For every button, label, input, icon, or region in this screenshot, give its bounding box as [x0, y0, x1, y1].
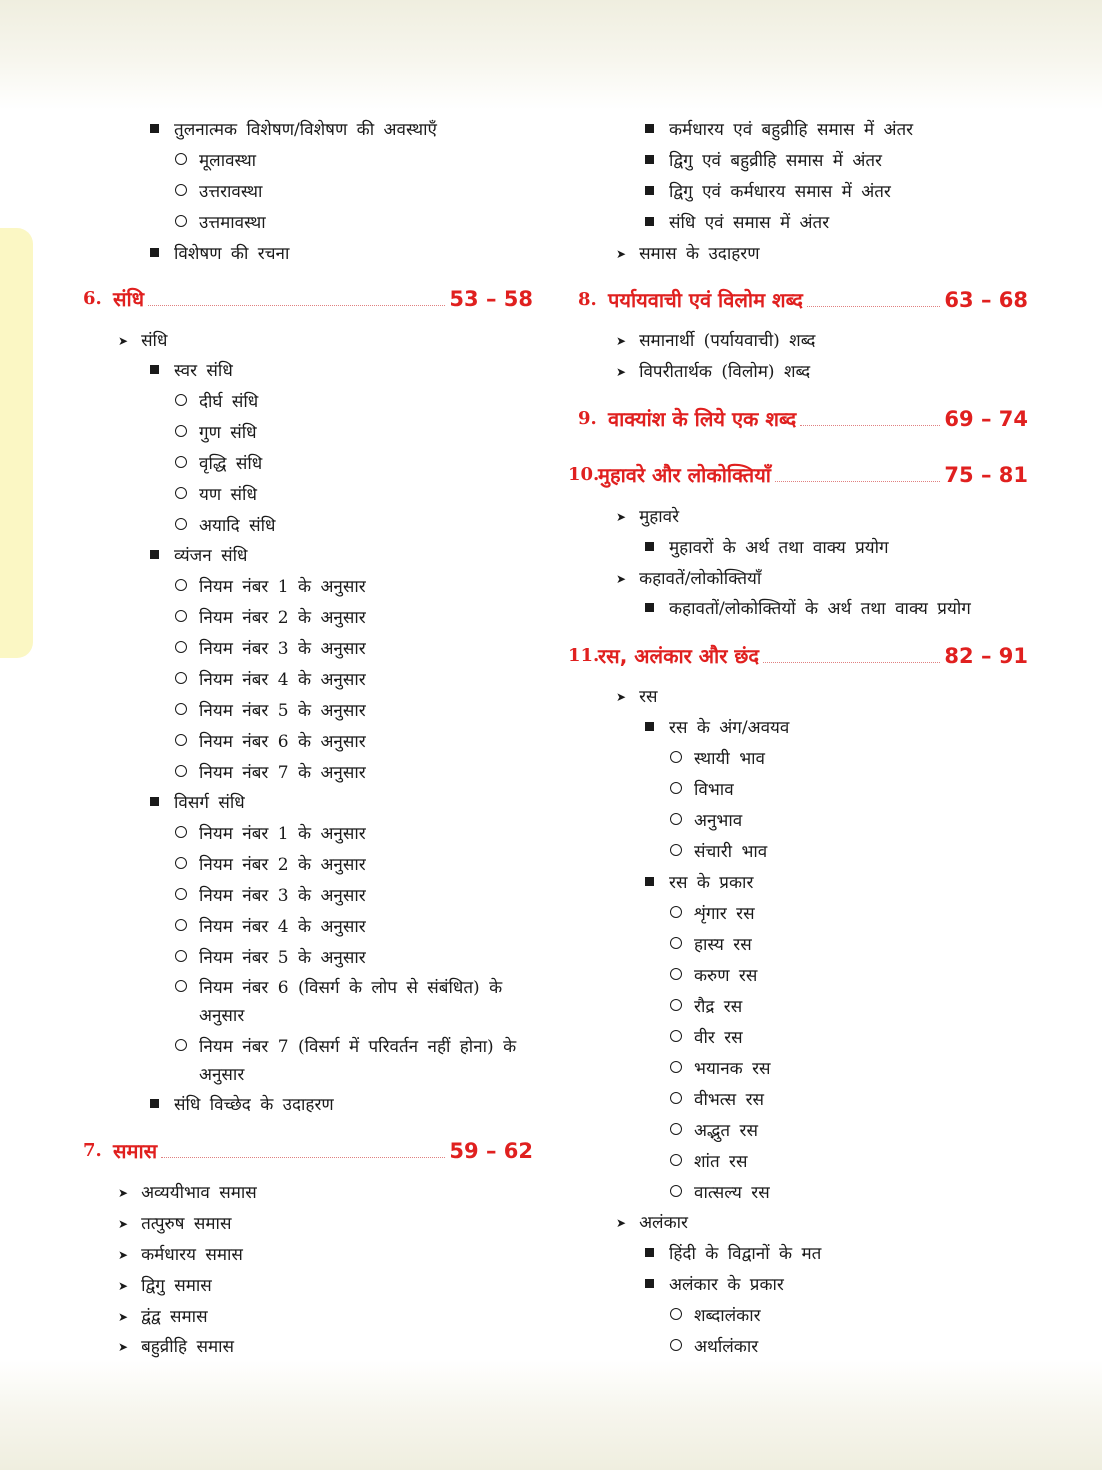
circle-bullet-icon: [670, 813, 682, 825]
circle-bullet-icon: [175, 734, 187, 746]
dot-leader: [800, 425, 940, 426]
chapter-title: समास: [113, 1139, 158, 1163]
toc-item: [118, 1306, 208, 1328]
toc-item: [645, 598, 971, 620]
toc-item-text: हास्य रस: [694, 935, 752, 955]
toc-item-text: अयादि संधि: [199, 516, 276, 536]
circle-bullet-icon: [670, 906, 682, 918]
square-bullet-icon: [645, 155, 654, 164]
chapter-heading[interactable]: [83, 284, 533, 312]
toc-item: [645, 717, 789, 739]
toc-item: [118, 1336, 234, 1358]
chapter-page-range: 82 – 91: [944, 644, 1028, 668]
chapter-page-range: 75 – 81: [944, 463, 1028, 487]
toc-item-text: विसर्ग संधि: [174, 793, 245, 813]
toc-item: [175, 150, 256, 172]
toc-item: [175, 731, 366, 753]
chapter-number: 7.: [83, 1140, 102, 1161]
circle-bullet-icon: [670, 999, 682, 1011]
toc-item-text: उत्तरावस्था: [199, 182, 263, 202]
page-top-band: [0, 0, 1102, 110]
dot-leader: [763, 662, 940, 663]
square-bullet-icon: [645, 722, 654, 731]
chapter-page-range: 53 – 58: [449, 287, 533, 311]
toc-item-text: नियम नंबर 3 के अनुसार: [199, 886, 366, 906]
page-bottom-band: [0, 1360, 1102, 1470]
toc-item-text: कर्मधारय समास: [141, 1245, 243, 1265]
toc-item-text: समास के उदाहरण: [639, 244, 760, 264]
toc-item: [118, 1182, 257, 1204]
circle-bullet-icon: [670, 968, 682, 980]
toc-item: [175, 484, 257, 506]
toc-item: [150, 119, 437, 141]
toc-item-text: कहावतें/लोकोक्तियाँ: [639, 569, 762, 589]
toc-item: [645, 1274, 784, 1296]
toc-item-text: गुण संधि: [199, 423, 257, 443]
toc-item-text: शृंगार रस: [694, 904, 755, 924]
toc-item-text: संधि विच्छेद के उदाहरण: [174, 1095, 334, 1115]
square-bullet-icon: [645, 217, 654, 226]
toc-item-text: नियम नंबर 1 के अनुसार: [199, 824, 366, 844]
toc-item: [670, 1120, 758, 1142]
toc-item-text: नियम नंबर 6 के अनुसार: [199, 732, 366, 752]
circle-bullet-icon: [175, 857, 187, 869]
toc-item: [645, 119, 913, 141]
toc-item: [670, 779, 734, 801]
toc-item: [645, 181, 891, 203]
toc-item: [175, 212, 266, 234]
toc-item-text: शब्दालंकार: [694, 1306, 761, 1326]
circle-bullet-icon: [175, 765, 187, 777]
circle-bullet-icon: [670, 1339, 682, 1351]
toc-item: [150, 545, 247, 567]
toc-item: [670, 1089, 764, 1111]
circle-bullet-icon: [175, 394, 187, 406]
toc-item-text: वीर रस: [694, 1028, 743, 1048]
arrow-bullet-icon: ➤: [118, 1310, 129, 1324]
toc-item-text: कहावतों/लोकोक्तियों के अर्थ तथा वाक्य प्रयोग: [669, 599, 971, 619]
chapter-heading[interactable]: [578, 404, 1028, 432]
toc-item-text: अद्भुत रस: [694, 1121, 758, 1141]
toc-item: [150, 360, 233, 382]
arrow-bullet-icon: ➤: [616, 247, 627, 261]
toc-item: [670, 1027, 743, 1049]
toc-item: [175, 700, 366, 722]
toc-item: [118, 330, 167, 352]
toc-item-text: मुहावरों के अर्थ तथा वाक्य प्रयोग: [669, 538, 889, 558]
toc-item: [616, 243, 760, 265]
toc-item-text: वीभत्स रस: [694, 1090, 765, 1110]
chapter-number: 10.: [568, 464, 600, 485]
toc-item-text: तत्पुरुष समास: [141, 1214, 232, 1234]
square-bullet-icon: [150, 550, 159, 559]
circle-bullet-icon: [670, 751, 682, 763]
circle-bullet-icon: [670, 937, 682, 949]
toc-item: [150, 792, 245, 814]
toc-item-text: नियम नंबर 4 के अनुसार: [199, 670, 366, 690]
toc-item: [175, 947, 366, 969]
toc-item: [670, 965, 757, 987]
arrow-bullet-icon: ➤: [616, 334, 627, 348]
toc-item-text: अनुसार: [199, 1006, 245, 1026]
toc-item: [175, 1036, 516, 1058]
dot-leader: [775, 481, 940, 482]
circle-bullet-icon: [175, 518, 187, 530]
toc-item: [645, 537, 889, 559]
toc-item-text: नियम नंबर 3 के अनुसार: [199, 639, 366, 659]
toc-item-text: मूलावस्था: [199, 151, 257, 171]
chapter-number: 9.: [578, 408, 597, 429]
circle-bullet-icon: [175, 215, 187, 227]
toc-item-text: नियम नंबर 7 (विसर्ग में परिवर्तन नहीं होना) के: [199, 1037, 517, 1057]
chapter-heading[interactable]: [83, 1136, 533, 1164]
toc-item-text: मुहावरे: [639, 507, 680, 527]
toc-item-text: रस के प्रकार: [669, 873, 754, 893]
toc-item: [645, 212, 829, 234]
chapter-side-tab: [0, 228, 33, 658]
toc-item: [175, 576, 366, 598]
toc-item: [150, 1094, 334, 1116]
square-bullet-icon: [645, 1248, 654, 1257]
toc-item: [118, 1275, 212, 1297]
dot-leader: [807, 306, 941, 307]
toc-item: [645, 872, 753, 894]
arrow-bullet-icon: ➤: [118, 1340, 129, 1354]
square-bullet-icon: [150, 248, 159, 257]
toc-item: [175, 977, 502, 999]
circle-bullet-icon: [670, 1030, 682, 1042]
toc-item: [175, 762, 366, 784]
toc-item: [670, 903, 755, 925]
chapter-page-range: 63 – 68: [944, 288, 1028, 312]
toc-item-text: अलंकार: [639, 1213, 688, 1233]
arrow-bullet-icon: ➤: [616, 690, 627, 704]
toc-item-text: कर्मधारय एवं बहुव्रीहि समास में अंतर: [669, 120, 914, 140]
toc-item: [616, 686, 658, 708]
circle-bullet-icon: [175, 153, 187, 165]
toc-item: [670, 1151, 748, 1173]
circle-bullet-icon: [175, 641, 187, 653]
arrow-bullet-icon: ➤: [616, 365, 627, 379]
toc-item-text: अव्ययीभाव समास: [141, 1183, 257, 1203]
toc-item: [670, 1182, 770, 1204]
toc-item: [175, 391, 258, 413]
toc-item: [670, 996, 742, 1018]
toc-item: [645, 1243, 821, 1265]
toc-item-text: अर्थालंकार: [694, 1337, 759, 1357]
toc-item-text: अनुभाव: [694, 811, 743, 831]
toc-item-text: करुण रस: [694, 966, 758, 986]
toc-item-text: नियम नंबर 4 के अनुसार: [199, 917, 366, 937]
toc-item-text: स्थायी भाव: [694, 749, 766, 769]
toc-item: [175, 422, 257, 444]
toc-item-text: समानार्थी (पर्यायवाची) शब्द: [639, 331, 816, 351]
circle-bullet-icon: [670, 844, 682, 856]
square-bullet-icon: [150, 365, 159, 374]
chapter-number: 11.: [568, 645, 600, 666]
toc-item-text: रौद्र रस: [694, 997, 743, 1017]
toc-item: [670, 748, 765, 770]
circle-bullet-icon: [670, 1185, 682, 1197]
toc-item: [175, 181, 262, 203]
circle-bullet-icon: [175, 456, 187, 468]
circle-bullet-icon: [175, 950, 187, 962]
chapter-heading[interactable]: [568, 641, 1028, 669]
circle-bullet-icon: [670, 1154, 682, 1166]
toc-item: [616, 568, 761, 590]
toc-item: [118, 1244, 243, 1266]
circle-bullet-icon: [175, 980, 187, 992]
toc-item: [645, 150, 882, 172]
toc-item-text: दीर्घ संधि: [199, 392, 259, 412]
toc-item: [670, 1305, 761, 1327]
circle-bullet-icon: [670, 1092, 682, 1104]
toc-item-text: स्वर संधि: [174, 361, 233, 381]
toc-item: [175, 638, 366, 660]
toc-item-text: यण संधि: [199, 485, 257, 505]
toc-item: [670, 841, 767, 863]
circle-bullet-icon: [175, 888, 187, 900]
square-bullet-icon: [645, 603, 654, 612]
toc-item-text: नियम नंबर 2 के अनुसार: [199, 855, 366, 875]
toc-item-text: विशेषण की रचना: [174, 244, 290, 264]
toc-item-text: द्वंद्व समास: [141, 1307, 208, 1327]
toc-item-text: विभाव: [694, 780, 734, 800]
square-bullet-icon: [645, 542, 654, 551]
toc-item-text: भयानक रस: [694, 1059, 771, 1079]
toc-item-text: नियम नंबर 5 के अनुसार: [199, 701, 366, 721]
toc-item-text: विपरीतार्थक (विलोम) शब्द: [639, 362, 811, 382]
toc-item: [175, 453, 262, 475]
toc-item: [150, 243, 289, 265]
arrow-bullet-icon: ➤: [616, 510, 627, 524]
dot-leader: [161, 1157, 445, 1158]
circle-bullet-icon: [175, 703, 187, 715]
toc-item-text: द्विगु समास: [141, 1276, 212, 1296]
toc-item: [175, 515, 275, 537]
toc-item: [670, 934, 752, 956]
arrow-bullet-icon: ➤: [118, 1217, 129, 1231]
chapter-title: पर्यायवाची एवं विलोम शब्द: [608, 288, 803, 312]
circle-bullet-icon: [175, 184, 187, 196]
circle-bullet-icon: [175, 487, 187, 499]
square-bullet-icon: [645, 1279, 654, 1288]
toc-item: [199, 1064, 244, 1086]
arrow-bullet-icon: ➤: [118, 1279, 129, 1293]
chapter-heading[interactable]: [578, 285, 1028, 313]
toc-item-text: द्विगु एवं बहुव्रीहि समास में अंतर: [669, 151, 882, 171]
circle-bullet-icon: [175, 579, 187, 591]
toc-item-text: नियम नंबर 2 के अनुसार: [199, 608, 366, 628]
toc-item-text: अलंकार के प्रकार: [669, 1275, 784, 1295]
chapter-title: वाक्यांश के लिये एक शब्द: [608, 407, 797, 431]
toc-item-text: अनुसार: [199, 1065, 245, 1085]
toc-item-text: वात्सल्य रस: [694, 1183, 770, 1203]
toc-item-text: रस: [639, 687, 658, 707]
circle-bullet-icon: [670, 1123, 682, 1135]
toc-item: [175, 823, 366, 845]
circle-bullet-icon: [175, 425, 187, 437]
toc-item-text: द्विगु एवं कर्मधारय समास में अंतर: [669, 182, 891, 202]
chapter-page-range: 69 – 74: [944, 407, 1028, 431]
toc-item: [616, 330, 815, 352]
toc-item: [199, 1005, 244, 1027]
circle-bullet-icon: [175, 610, 187, 622]
toc-item: [175, 607, 366, 629]
square-bullet-icon: [645, 124, 654, 133]
arrow-bullet-icon: ➤: [118, 334, 129, 348]
toc-item-text: संधि: [141, 331, 168, 351]
toc-item: [616, 506, 679, 528]
toc-item-text: नियम नंबर 5 के अनुसार: [199, 948, 366, 968]
arrow-bullet-icon: ➤: [118, 1248, 129, 1262]
toc-item: [175, 669, 366, 691]
circle-bullet-icon: [670, 1308, 682, 1320]
toc-item-text: बहुव्रीहि समास: [141, 1337, 235, 1357]
toc-item-text: नियम नंबर 6 (विसर्ग के लोप से संबंधित) के: [199, 978, 503, 998]
chapter-title: मुहावरे और लोकोक्तियाँ: [598, 463, 771, 487]
dot-leader: [148, 305, 445, 306]
toc-item-text: संधि एवं समास में अंतर: [669, 213, 830, 233]
square-bullet-icon: [150, 797, 159, 806]
circle-bullet-icon: [175, 826, 187, 838]
arrow-bullet-icon: ➤: [616, 1216, 627, 1230]
toc-item-text: व्यंजन संधि: [174, 546, 248, 566]
square-bullet-icon: [645, 877, 654, 886]
circle-bullet-icon: [175, 1039, 187, 1051]
toc-item: [616, 361, 810, 383]
toc-item: [616, 1212, 688, 1234]
toc-item-text: शांत रस: [694, 1152, 748, 1172]
toc-item: [118, 1213, 231, 1235]
toc-item: [175, 916, 366, 938]
toc-item: [670, 810, 742, 832]
chapter-title: रस, अलंकार और छंद: [598, 644, 760, 668]
chapter-title: संधि: [113, 287, 144, 311]
toc-item: [175, 854, 366, 876]
toc-item-text: तुलनात्मक विशेषण/विशेषण की अवस्थाएँ: [174, 120, 437, 140]
circle-bullet-icon: [175, 672, 187, 684]
toc-item-text: वृद्धि संधि: [199, 454, 263, 474]
toc-item-text: हिंदी के विद्वानों के मत: [669, 1244, 822, 1264]
circle-bullet-icon: [670, 782, 682, 794]
chapter-heading[interactable]: [568, 460, 1028, 488]
square-bullet-icon: [150, 1099, 159, 1108]
arrow-bullet-icon: ➤: [118, 1186, 129, 1200]
toc-item: [175, 885, 366, 907]
circle-bullet-icon: [670, 1061, 682, 1073]
square-bullet-icon: [645, 186, 654, 195]
toc-item-text: उत्तमावस्था: [199, 213, 266, 233]
toc-item: [670, 1336, 758, 1358]
chapter-number: 6.: [83, 288, 102, 309]
toc-item-text: नियम नंबर 1 के अनुसार: [199, 577, 366, 597]
toc-item-text: नियम नंबर 7 के अनुसार: [199, 763, 366, 783]
toc-item: [670, 1058, 771, 1080]
toc-item-text: रस के अंग/अवयव: [669, 718, 790, 738]
arrow-bullet-icon: ➤: [616, 572, 627, 586]
toc-item-text: संचारी भाव: [694, 842, 768, 862]
chapter-number: 8.: [578, 289, 597, 310]
chapter-page-range: 59 – 62: [449, 1139, 533, 1163]
square-bullet-icon: [150, 124, 159, 133]
circle-bullet-icon: [175, 919, 187, 931]
